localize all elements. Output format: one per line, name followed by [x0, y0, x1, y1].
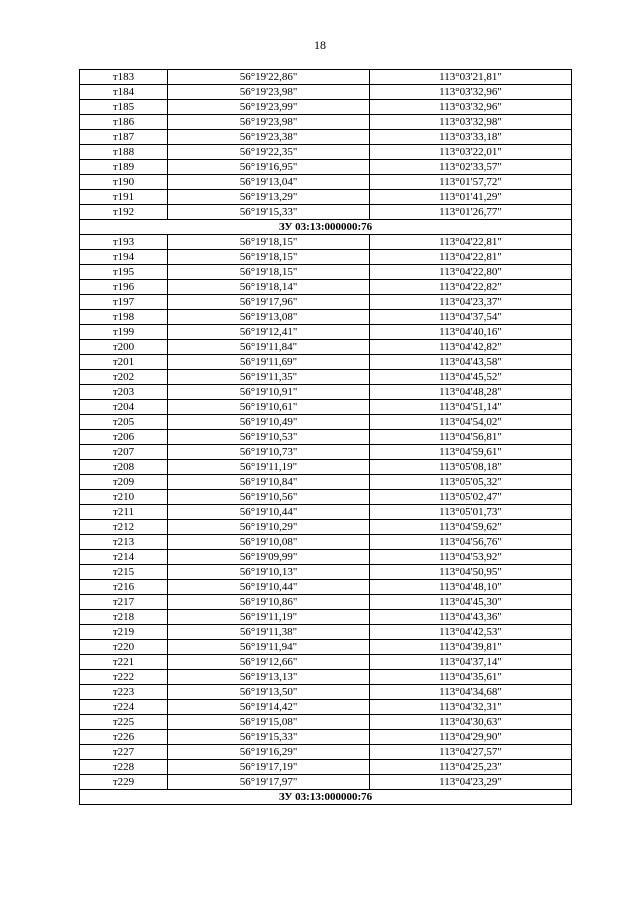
table-row — [80, 700, 572, 715]
table-row — [80, 565, 572, 580]
table-row — [80, 340, 572, 355]
table-row — [80, 430, 572, 445]
latitude-cell: 56°19'11,35" — [168, 370, 370, 385]
table-row — [80, 250, 572, 265]
latitude-cell: 56°19'10,44" — [168, 505, 370, 520]
longitude-cell: 113°04'48,10" — [370, 580, 572, 595]
point-id-cell: т229 — [80, 775, 168, 790]
longitude-cell: 113°04'25,23" — [370, 760, 572, 775]
latitude-cell: 56°19'17,96" — [168, 295, 370, 310]
point-id-cell: т206 — [80, 430, 168, 445]
longitude-cell: 113°04'27,57" — [370, 745, 572, 760]
point-id-cell: т203 — [80, 385, 168, 400]
point-id-cell: т198 — [80, 310, 168, 325]
longitude-cell: 113°04'22,82" — [370, 280, 572, 295]
table-row — [80, 385, 572, 400]
latitude-cell: 56°19'13,13" — [168, 670, 370, 685]
point-id-cell: т222 — [80, 670, 168, 685]
point-id-cell: т224 — [80, 700, 168, 715]
point-id-cell: т195 — [80, 265, 168, 280]
latitude-cell: 56°19'13,08" — [168, 310, 370, 325]
longitude-cell: 113°05'02,47" — [370, 490, 572, 505]
table-row — [80, 775, 572, 790]
latitude-cell: 56°19'18,15" — [168, 265, 370, 280]
latitude-cell: 56°19'16,95" — [168, 160, 370, 175]
point-id-cell: т199 — [80, 325, 168, 340]
table-row — [80, 460, 572, 475]
longitude-cell: 113°04'29,90" — [370, 730, 572, 745]
table-row — [80, 85, 572, 100]
table-row — [80, 520, 572, 535]
table-row — [80, 715, 572, 730]
point-id-cell: т188 — [80, 145, 168, 160]
longitude-cell: 113°04'40,16" — [370, 325, 572, 340]
latitude-cell: 56°19'10,84" — [168, 475, 370, 490]
table-row — [80, 265, 572, 280]
longitude-cell: 113°04'37,54" — [370, 310, 572, 325]
latitude-cell: 56°19'18,14" — [168, 280, 370, 295]
longitude-cell: 113°05'08,18" — [370, 460, 572, 475]
point-id-cell: т213 — [80, 535, 168, 550]
latitude-cell: 56°19'15,33" — [168, 205, 370, 220]
section-row — [80, 220, 572, 235]
longitude-cell: 113°04'23,37" — [370, 295, 572, 310]
longitude-cell: 113°04'56,81" — [370, 430, 572, 445]
point-id-cell: т223 — [80, 685, 168, 700]
longitude-cell: 113°04'42,53" — [370, 625, 572, 640]
longitude-cell: 113°05'05,32" — [370, 475, 572, 490]
section-header: ЗУ 03:13:000000:76 — [80, 220, 572, 235]
longitude-cell: 113°02'33,57" — [370, 160, 572, 175]
latitude-cell: 56°19'12,66" — [168, 655, 370, 670]
latitude-cell: 56°19'11,69" — [168, 355, 370, 370]
longitude-cell: 113°03'32,96" — [370, 85, 572, 100]
page-number: 18 — [314, 38, 326, 52]
latitude-cell: 56°19'09,99" — [168, 550, 370, 565]
table-row — [80, 355, 572, 370]
table-row — [80, 205, 572, 220]
point-id-cell: т184 — [80, 85, 168, 100]
longitude-cell: 113°04'23,29" — [370, 775, 572, 790]
longitude-cell: 113°03'32,96" — [370, 100, 572, 115]
latitude-cell: 56°19'23,99" — [168, 100, 370, 115]
section-header: ЗУ 03:13:000000:76 — [80, 790, 572, 805]
longitude-cell: 113°01'57,72" — [370, 175, 572, 190]
table-row — [80, 505, 572, 520]
latitude-cell: 56°19'22,86" — [168, 70, 370, 85]
latitude-cell: 56°19'10,53" — [168, 430, 370, 445]
table-row — [80, 625, 572, 640]
longitude-cell: 113°04'59,62" — [370, 520, 572, 535]
longitude-cell: 113°04'43,58" — [370, 355, 572, 370]
longitude-cell: 113°04'42,82" — [370, 340, 572, 355]
longitude-cell: 113°03'21,81" — [370, 70, 572, 85]
coordinates-table — [79, 69, 572, 805]
table-row — [80, 475, 572, 490]
table-row — [80, 595, 572, 610]
longitude-cell: 113°05'01,73" — [370, 505, 572, 520]
table-row — [80, 610, 572, 625]
longitude-cell: 113°03'32,98" — [370, 115, 572, 130]
table-row — [80, 295, 572, 310]
table-row — [80, 370, 572, 385]
longitude-cell: 113°04'32,31" — [370, 700, 572, 715]
table-row — [80, 160, 572, 175]
point-id-cell: т225 — [80, 715, 168, 730]
point-id-cell: т211 — [80, 505, 168, 520]
point-id-cell: т212 — [80, 520, 168, 535]
point-id-cell: т220 — [80, 640, 168, 655]
point-id-cell: т214 — [80, 550, 168, 565]
table-row — [80, 115, 572, 130]
longitude-cell: 113°01'41,29" — [370, 190, 572, 205]
latitude-cell: 56°19'22,35" — [168, 145, 370, 160]
coordinates-table-body — [80, 70, 572, 805]
longitude-cell: 113°04'22,81" — [370, 250, 572, 265]
point-id-cell: т204 — [80, 400, 168, 415]
longitude-cell: 113°04'22,80" — [370, 265, 572, 280]
latitude-cell: 56°19'15,08" — [168, 715, 370, 730]
point-id-cell: т218 — [80, 610, 168, 625]
latitude-cell: 56°19'14,42" — [168, 700, 370, 715]
point-id-cell: т210 — [80, 490, 168, 505]
latitude-cell: 56°19'10,56" — [168, 490, 370, 505]
table-row — [80, 175, 572, 190]
point-id-cell: т205 — [80, 415, 168, 430]
longitude-cell: 113°04'54,02" — [370, 415, 572, 430]
latitude-cell: 56°19'12,41" — [168, 325, 370, 340]
latitude-cell: 56°19'11,19" — [168, 610, 370, 625]
point-id-cell: т228 — [80, 760, 168, 775]
longitude-cell: 113°04'39,81" — [370, 640, 572, 655]
longitude-cell: 113°04'59,61" — [370, 445, 572, 460]
point-id-cell: т200 — [80, 340, 168, 355]
longitude-cell: 113°03'33,18" — [370, 130, 572, 145]
latitude-cell: 56°19'17,19" — [168, 760, 370, 775]
point-id-cell: т191 — [80, 190, 168, 205]
table-row — [80, 100, 572, 115]
latitude-cell: 56°19'23,98" — [168, 115, 370, 130]
point-id-cell: т209 — [80, 475, 168, 490]
point-id-cell: т221 — [80, 655, 168, 670]
longitude-cell: 113°04'53,92" — [370, 550, 572, 565]
point-id-cell: т197 — [80, 295, 168, 310]
latitude-cell: 56°19'10,29" — [168, 520, 370, 535]
table-row — [80, 130, 572, 145]
table-row — [80, 415, 572, 430]
table-row — [80, 280, 572, 295]
latitude-cell: 56°19'23,98" — [168, 85, 370, 100]
table-row — [80, 490, 572, 505]
longitude-cell: 113°04'43,36" — [370, 610, 572, 625]
table-row — [80, 70, 572, 85]
latitude-cell: 56°19'11,19" — [168, 460, 370, 475]
table-row — [80, 190, 572, 205]
table-row — [80, 745, 572, 760]
latitude-cell: 56°19'18,15" — [168, 235, 370, 250]
longitude-cell: 113°04'35,61" — [370, 670, 572, 685]
table-row — [80, 760, 572, 775]
table-row — [80, 655, 572, 670]
point-id-cell: т201 — [80, 355, 168, 370]
longitude-cell: 113°04'51,14" — [370, 400, 572, 415]
table-row — [80, 535, 572, 550]
point-id-cell: т208 — [80, 460, 168, 475]
latitude-cell: 56°19'10,86" — [168, 595, 370, 610]
latitude-cell: 56°19'16,29" — [168, 745, 370, 760]
latitude-cell: 56°19'13,50" — [168, 685, 370, 700]
table-row — [80, 235, 572, 250]
section-row — [80, 790, 572, 805]
latitude-cell: 56°19'23,38" — [168, 130, 370, 145]
latitude-cell: 56°19'10,13" — [168, 565, 370, 580]
latitude-cell: 56°19'10,44" — [168, 580, 370, 595]
point-id-cell: т193 — [80, 235, 168, 250]
longitude-cell: 113°04'37,14" — [370, 655, 572, 670]
point-id-cell: т207 — [80, 445, 168, 460]
table-row — [80, 145, 572, 160]
point-id-cell: т215 — [80, 565, 168, 580]
point-id-cell: т196 — [80, 280, 168, 295]
longitude-cell: 113°04'30,63" — [370, 715, 572, 730]
table-row — [80, 580, 572, 595]
longitude-cell: 113°04'45,30" — [370, 595, 572, 610]
longitude-cell: 113°04'50,95" — [370, 565, 572, 580]
latitude-cell: 56°19'13,04" — [168, 175, 370, 190]
latitude-cell: 56°19'11,84" — [168, 340, 370, 355]
point-id-cell: т186 — [80, 115, 168, 130]
longitude-cell: 113°04'22,81" — [370, 235, 572, 250]
point-id-cell: т226 — [80, 730, 168, 745]
point-id-cell: т189 — [80, 160, 168, 175]
latitude-cell: 56°19'10,61" — [168, 400, 370, 415]
longitude-cell: 113°04'48,28" — [370, 385, 572, 400]
latitude-cell: 56°19'18,15" — [168, 250, 370, 265]
latitude-cell: 56°19'10,08" — [168, 535, 370, 550]
point-id-cell: т183 — [80, 70, 168, 85]
latitude-cell: 56°19'11,94" — [168, 640, 370, 655]
table-row — [80, 310, 572, 325]
longitude-cell: 113°04'56,76" — [370, 535, 572, 550]
longitude-cell: 113°01'26,77" — [370, 205, 572, 220]
point-id-cell: т227 — [80, 745, 168, 760]
latitude-cell: 56°19'11,38" — [168, 625, 370, 640]
table-row — [80, 670, 572, 685]
point-id-cell: т192 — [80, 205, 168, 220]
longitude-cell: 113°03'22,01" — [370, 145, 572, 160]
table-row — [80, 640, 572, 655]
point-id-cell: т185 — [80, 100, 168, 115]
latitude-cell: 56°19'10,91" — [168, 385, 370, 400]
table-row — [80, 400, 572, 415]
table-row — [80, 685, 572, 700]
latitude-cell: 56°19'10,73" — [168, 445, 370, 460]
table-row — [80, 550, 572, 565]
point-id-cell: т190 — [80, 175, 168, 190]
table-row — [80, 730, 572, 745]
latitude-cell: 56°19'17,97" — [168, 775, 370, 790]
longitude-cell: 113°04'34,68" — [370, 685, 572, 700]
point-id-cell: т219 — [80, 625, 168, 640]
table-row — [80, 325, 572, 340]
latitude-cell: 56°19'10,49" — [168, 415, 370, 430]
longitude-cell: 113°04'45,52" — [370, 370, 572, 385]
latitude-cell: 56°19'13,29" — [168, 190, 370, 205]
point-id-cell: т217 — [80, 595, 168, 610]
table-row — [80, 445, 572, 460]
point-id-cell: т202 — [80, 370, 168, 385]
point-id-cell: т194 — [80, 250, 168, 265]
point-id-cell: т187 — [80, 130, 168, 145]
latitude-cell: 56°19'15,33" — [168, 730, 370, 745]
point-id-cell: т216 — [80, 580, 168, 595]
